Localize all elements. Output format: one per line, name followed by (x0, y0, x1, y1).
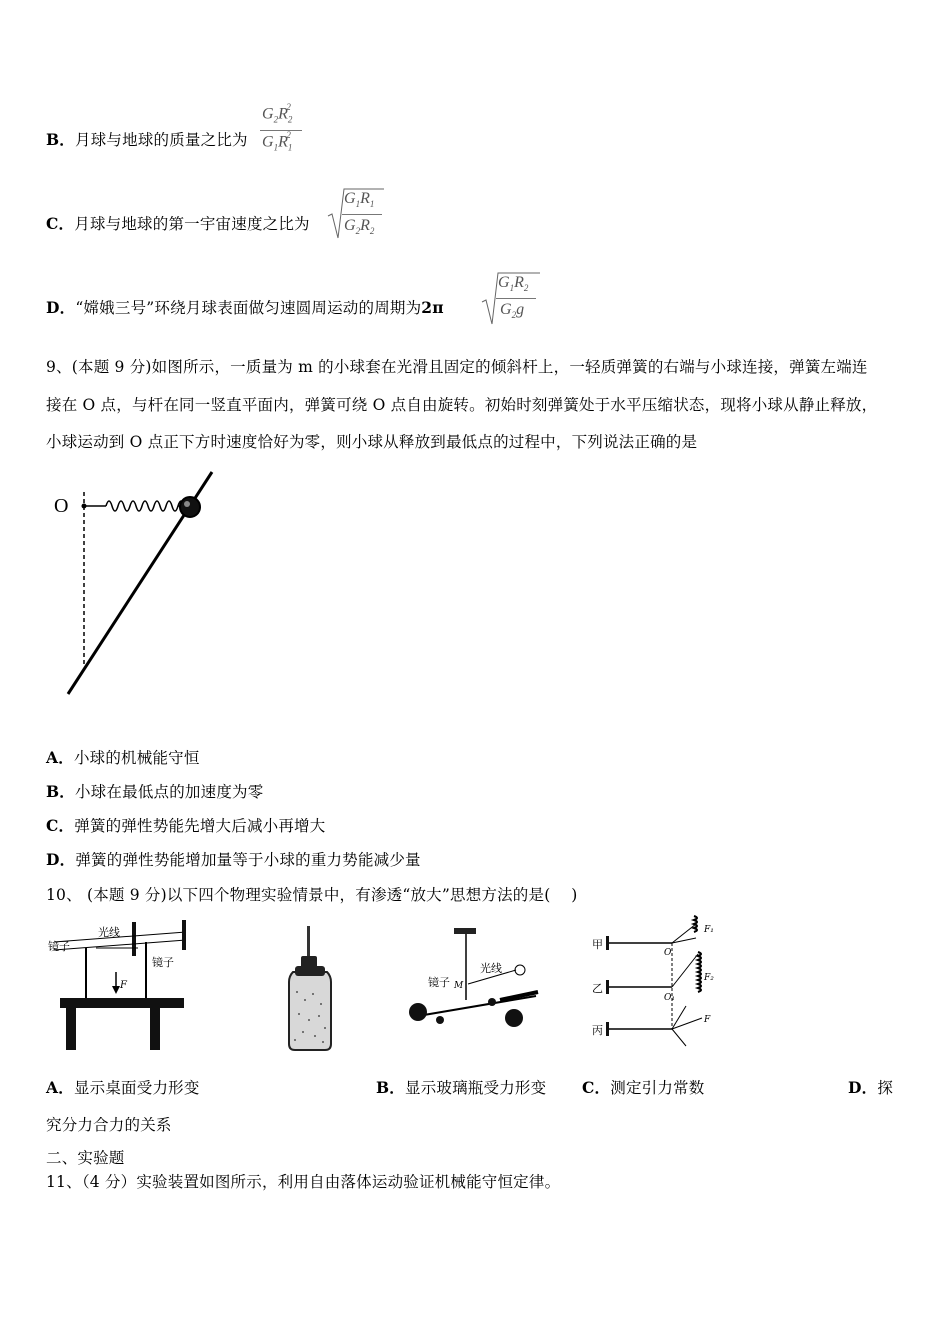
option-label: C． (46, 214, 75, 233)
q10-figure-torsion-balance (396, 914, 546, 1054)
label-bing: 丙 (592, 1024, 603, 1037)
q9-option-b (46, 780, 263, 802)
mirror-label: 镜子 (428, 976, 450, 989)
option-label: D． (46, 850, 76, 869)
q10-option-d (848, 1076, 893, 1098)
option-label: A． (46, 748, 74, 767)
option-text: 弹簧的弹性势能先增大后减小再增大 (74, 817, 326, 835)
option-label: B． (46, 130, 76, 149)
svg-text:M: M (454, 981, 464, 991)
section-title: 二、实验题 (46, 1149, 125, 1167)
option-text: 显示玻璃瓶受力形变 (405, 1079, 547, 1097)
period-coefficient: 2π (421, 298, 444, 317)
svg-text:F₁: F₁ (704, 925, 714, 935)
option-text: 月球与地球的质量之比为 (75, 131, 248, 149)
q10-option-b (376, 1076, 546, 1098)
table-top (60, 998, 184, 1008)
q9-option-d (46, 848, 421, 870)
q10-option-c (582, 1076, 704, 1098)
q10-option-d-continued: 究分力合力的关系 (46, 1116, 172, 1134)
option-text: 月球与地球的第一宇宙速度之比为 (74, 215, 310, 233)
option-label: D． (848, 1078, 878, 1097)
label-yi: 乙 (592, 982, 603, 995)
q10-stem: 10、 (本题 9 分)以下四个物理实验情景中，有渗透“放大”思想方法的是( ) (46, 886, 578, 904)
q9-option-c (46, 814, 325, 836)
svg-text:F: F (704, 1015, 711, 1025)
formula-mass-ratio: $G_2R_2^2$ $G_1R_1^2$ (258, 104, 308, 154)
light-label: 光线 (98, 926, 120, 939)
svg-text:O₁: O₁ (664, 993, 675, 1003)
option-text: 弹簧的弹性势能增加量等于小球的重力势能减少量 (75, 851, 421, 869)
option-label: B． (376, 1078, 406, 1097)
light-label: 光线 (480, 962, 502, 975)
q8-option-b (46, 128, 248, 150)
q9-figure-spring-rod (50, 466, 230, 706)
option-label: C． (46, 816, 75, 835)
q10-option-a (46, 1076, 200, 1098)
label-jia: 甲 (592, 938, 603, 951)
large-ball-right (505, 1009, 523, 1027)
q8-option-d (46, 296, 444, 318)
q9-stem-line-1: 9、(本题 9 分)如图所示，一质量为 m 的小球套在光滑且固定的倾斜杆上，一轻质弹簧的右端与小球连接，弹簧左端连 (46, 358, 868, 376)
mirror-label-2: 镜子 (152, 956, 174, 969)
option-label: B． (46, 782, 76, 801)
q10-figure-table (46, 914, 196, 1054)
q9-stem-line-2: 接在 O 点，与杆在同一竖直平面内，弹簧可绕 O 点自由旋转。初始时刻弹簧处于水平压缩状态，现将小球从静止释放， (46, 396, 878, 414)
formula-period: $G_1R_2$ $G_2g$ (480, 270, 542, 328)
large-ball-left (409, 1003, 427, 1021)
svg-text:O: O (664, 948, 672, 958)
q10-figure-force-composition (586, 910, 736, 1060)
force-label: F (120, 980, 127, 991)
option-text: 小球的机械能守恒 (73, 749, 200, 767)
q8-option-c (46, 212, 310, 234)
q9-option-a (46, 746, 200, 768)
svg-text:F₂: F₂ (704, 973, 714, 983)
option-text: 测定引力常数 (610, 1079, 705, 1097)
q11-stem: 11、（4 分）实验装置如图所示，利用自由落体运动验证机械能守恒定律。 (46, 1173, 561, 1191)
point-o-label: O (54, 495, 69, 517)
bottle-icon (289, 972, 331, 1050)
q9-stem-line-3: 小球运动到 O 点正下方时速度恰好为零，则小球从释放到最低点的过程中，下列说法正确的是 (46, 433, 698, 451)
mirror-label-1: 镜子 (48, 940, 70, 953)
option-text: “嫦娥三号”环绕月球表面做匀速圆周运动的周期为 (75, 299, 422, 317)
option-text: 显示桌面受力形变 (73, 1079, 200, 1097)
option-label: D． (46, 298, 76, 317)
option-label: C． (582, 1078, 611, 1097)
option-text: 小球在最低点的加速度为零 (75, 783, 264, 801)
spring-icon (106, 501, 184, 511)
option-label: A． (46, 1078, 74, 1097)
option-text: 探 (877, 1079, 894, 1097)
q10-figure-bottle (283, 916, 343, 1056)
ball-icon (180, 497, 200, 517)
formula-velocity-ratio: $G_1R_1$ $G_2R_2$ (326, 186, 386, 242)
